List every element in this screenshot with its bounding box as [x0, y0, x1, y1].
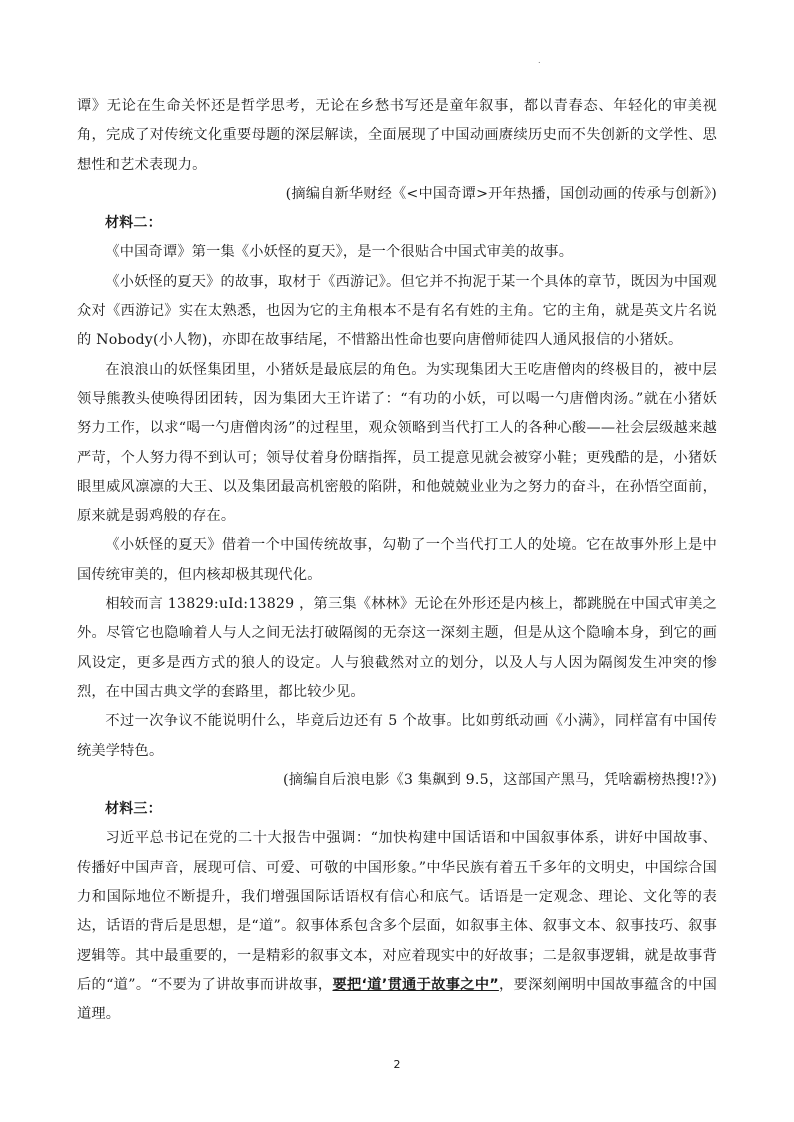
material-3-heading: 材料三：: [105, 801, 162, 818]
document-body: [77, 92, 717, 1030]
material-2-paragraph: 《小妖怪的夏天》的故事，取材于《西游记》。但它并不拘泥于某一个具体的章节，既因为中国观众对《西游记》实在太熟悉，也因为它的主角根本不是有名有姓的主角。它的主角，就是英文片名说的 Nobody(小人物)，亦即在故事结尾，不惜豁出性命也要向唐僧师徒四人通风报信的小猪妖。: [77, 273, 717, 349]
page-number: 2: [393, 1058, 401, 1071]
material-2-heading: 材料二：: [105, 215, 162, 232]
continued-paragraph: 谭》无论在生命关怀还是哲学思考，无论在乡愁书写还是童年叙事，都以青春态、年轻化的审美视角，完成了对传统文化重要母题的深层解读，全面展现了中国动画赓续历史而不失创新的文学性、思想性和艺术表现力。: [77, 98, 717, 173]
source-citation-1: (摘编自新华财经《<中国奇谭>开年热播，国创动画的传承与创新》): [285, 185, 717, 202]
material-3-text-before: 习近平总书记在党的二十大报告中强调：“加快构建中国话语和中国叙事体系，讲好中国故事、传播好中国声音，展现可信、可爱、可敬的中国形象。”中华民族有着五千多年的文明史，中国综合国力和国际地位不断提升，我们增强国际话语权有信心和底气。话语是一定观念、理论、文化等的表达，话语的背后是思想，是“道”。叙事体系包含多个层面，如叙事主体、叙事文本、叙事技巧、叙事逻辑等。其中最重要的，一是精彩的叙事文本，对应着现实中的好故事；二是叙事逻辑，就是故事背后的“道”。“不要为了讲故事而讲故事，: [77, 830, 717, 993]
material-3-paragraph: [77, 824, 717, 1029]
material-2-paragraph: 相较而言 13829:uId:13829 ，第三集《林林》无论在外形还是内核上，都跳脱在中国式审美之外。尽管它也隐喻着人与人之间无法打破隔阂的无奈这一深刻主题，但是从这个隐喻本身，到它的画风设定，更多是西方式的狼人的设定。人与狼截然对立的划分，以及人与人因为隔阂发生冲突的惨烈，在中国古典文学的套路里，都比较少见。: [77, 596, 717, 700]
material-2-paragraph: 不过一次争议不能说明什么，毕竟后边还有 5 个故事。比如剪纸动画《小满》，同样富有中国传统美学特色。: [77, 713, 717, 759]
material-2-paragraph: 《小妖怪的夏天》借着一个中国传统故事，勾勒了一个当代打工人的处境。它在故事外形上是中国传统审美的，但内核却极其现代化。: [77, 537, 717, 583]
material-2-paragraph: 在浪浪山的妖怪集团里，小猪妖是最底层的角色。为实现集团大王吃唐僧肉的终极目的，被中层领导熊教头使唤得团团转，因为集团大王许诺了：“有功的小妖，可以喝一勺唐僧肉汤。”就在小猪妖努力工作，以求“喝一勺唐僧肉汤”的过程里，观众领略到当代打工人的各种心酸——社会层级越来越严苛，个人努力得不到认可；领导仗着身份瞎指挥，员工提意见就会被穿小鞋；更残酷的是，小猪妖眼里威风凛凛的大王、以及集团最高机密般的陷阱，和他兢兢业业为之努力的奋斗，在孙悟空面前，原来就是弱鸡般的存在。: [77, 361, 717, 525]
material-3-text-after: ，要深刻阐明中国故事蕴含的中国道理。: [77, 976, 717, 1023]
material-2-paragraph: 《中国奇谭》第一集《小妖怪的夏天》，是一个很贴合中国式审美的故事。: [105, 244, 574, 261]
header-dot: .: [538, 56, 541, 65]
emphasized-quote: 要把‘道’贯通于故事之中”: [332, 976, 499, 993]
source-citation-2: (摘编自后浪电影《3 集飙到 9.5，这部国产黑马，凭啥霸榜热搜!?》): [283, 771, 717, 788]
